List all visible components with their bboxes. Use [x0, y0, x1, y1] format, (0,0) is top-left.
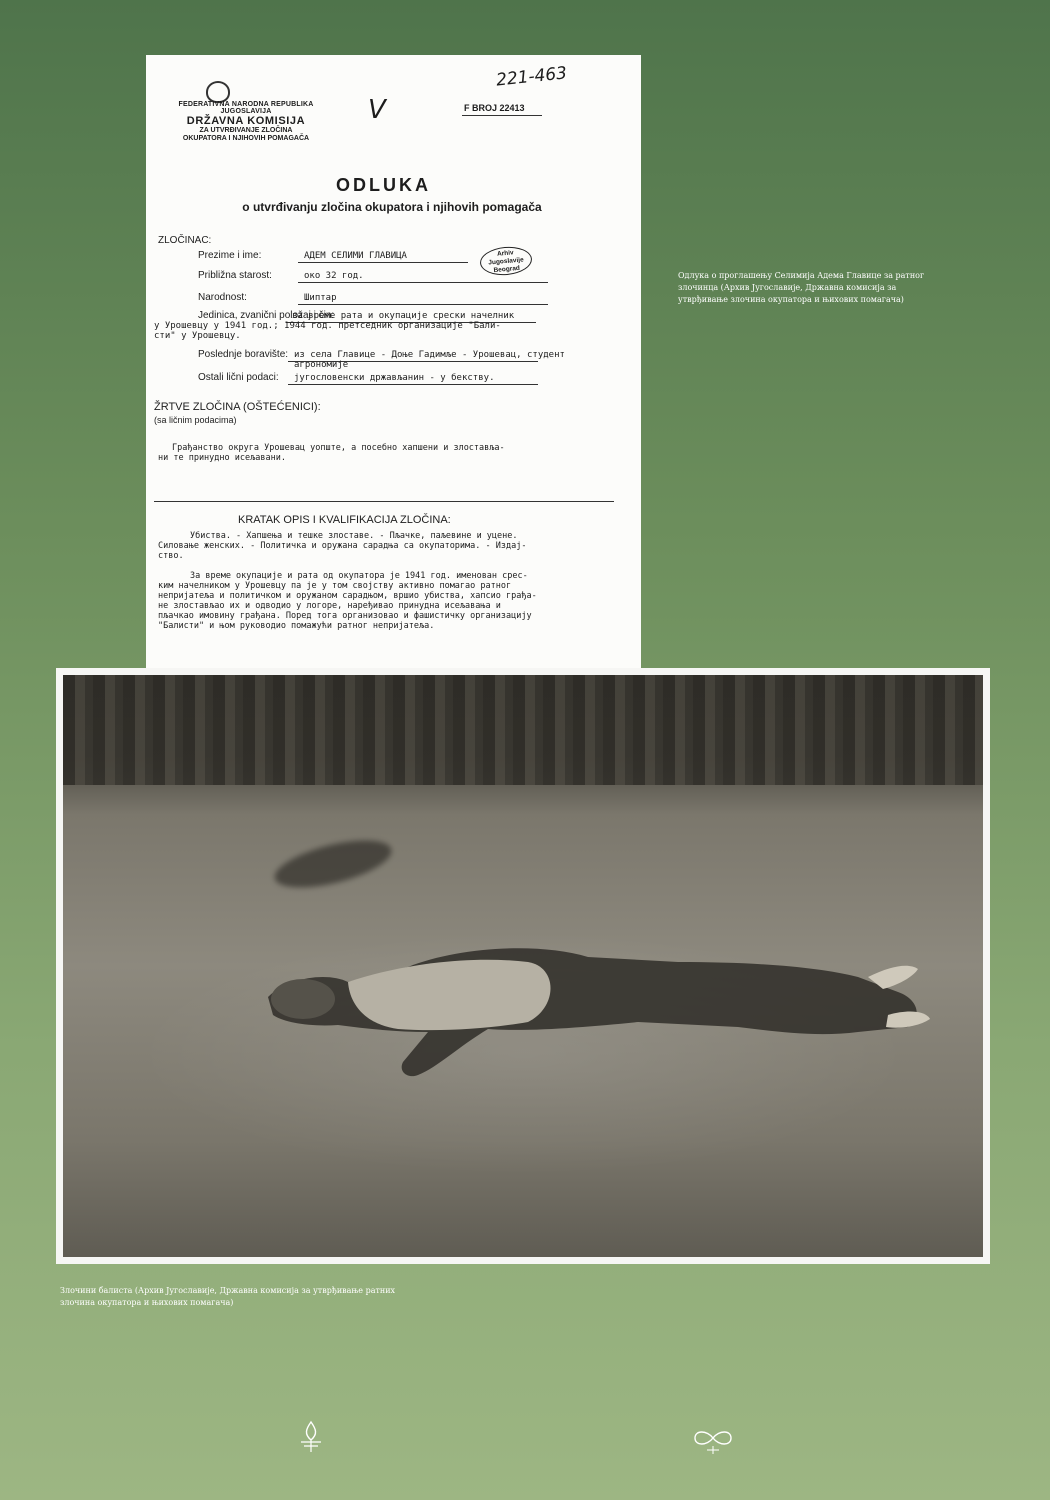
stamp-line-1: Arhiv	[496, 249, 514, 258]
field-label: Približna starost:	[198, 270, 272, 281]
document-caption: Одлука о проглашењу Селимија Адема Главице за ратног злочинца (Архив Југославије, Државна комисија за утврђивање злочина окупатора и њихових помагача)	[678, 271, 925, 304]
narrative-line-2: ким начелником у Урошевцу па је у том својству активно помагао ратног	[158, 581, 512, 591]
description-label: KRATAK OPIS I KVALIFIKACIJA ZLOČINA:	[238, 514, 451, 526]
field-label: Jedinica, zvanični položaj i čin:	[198, 310, 335, 321]
field-underline	[298, 304, 548, 305]
field-value: агрономије	[294, 360, 349, 370]
narrative-line-4: не злостављао их и одводио у логоре, наређивао принудна исељавања и	[158, 601, 501, 611]
knot-logo-icon	[691, 1426, 735, 1456]
section-rule	[154, 501, 614, 502]
photo-figure	[258, 937, 938, 1087]
description-line-1: Убиства. - Хапшења и тешке злоставе. - Пљачке, паљевине и уцене.	[190, 531, 518, 541]
narrative-line-3: непријатеља и политичком и оружаном сарадњом, вршио убиства, хапсио грађа-	[158, 591, 537, 601]
header-line-2: DRŽAVNA KOMISIJA	[186, 114, 306, 127]
narrative-line-1: За време окупације и рата од окупатора је 1941 год. именован срес-	[190, 571, 528, 581]
field-label: Ostali lični podaci:	[198, 372, 279, 383]
archival-photograph	[63, 675, 983, 1257]
header-line-4: OKUPATORA I NJIHOVIH POMAGAČA	[182, 134, 310, 142]
document-subtitle: o utvrđivanju zločina okupatora i njihovih pomagača	[242, 200, 542, 214]
victims-text-line-2: ни те принудно исељавани.	[158, 453, 286, 463]
header-line-3: ZA UTVRĐIVANJE ZLOČINA	[199, 127, 293, 135]
stamp-line-3: Beograd	[493, 264, 521, 275]
field-underline	[298, 262, 468, 263]
photo-shadow	[270, 831, 396, 897]
document-title: ODLUKA	[336, 175, 431, 195]
archival-document	[146, 55, 641, 675]
victims-sublabel: (sa ličnim podacima)	[154, 415, 237, 425]
field-value: око 32 год.	[304, 271, 364, 281]
field-value: АДЕМ СЕЛИМИ ГЛАВИЦА	[304, 251, 407, 261]
field-underline	[288, 384, 538, 385]
coat-of-arms-icon	[206, 81, 230, 103]
broj-value: 22413	[499, 103, 525, 113]
photo-background-fence	[63, 675, 983, 785]
photo-caption: Злочини балиста (Архив Југославије, Државна комисија за утврђивање ратних злочина окупатора и њихових помагача)	[60, 1286, 396, 1307]
zlocinac-label: ZLOČINAC:	[158, 235, 212, 246]
victims-text-line-1: Грађанство округа Урошевац уопште, а посебно хапшени и злоставља-	[172, 443, 505, 453]
header-line-1: FEDERATIVNA NARODNA REPUBLIKA JUGOSLAVIJA	[178, 101, 314, 116]
field-label: Poslednje boravište:	[198, 349, 289, 360]
field-label: Prezime i ime:	[198, 250, 262, 261]
field-value: у Урошевцу у 1941 год.; 1944 год. претседник организације "Бали-	[154, 321, 501, 331]
document-header	[166, 101, 326, 142]
description-line-2: Силовање женских. - Политичка и оружана сарадња са окупаторима. - Издај-	[158, 541, 527, 551]
field-value: за време рата и окупације срески начелник	[292, 311, 515, 321]
field-label: Narodnost:	[198, 292, 247, 303]
right-logo	[688, 1426, 738, 1460]
handwritten-number: 221-463	[495, 63, 568, 91]
left-logo	[296, 1420, 326, 1460]
description-line-3: ство.	[158, 551, 184, 561]
flame-logo-icon	[298, 1420, 324, 1456]
field-value: из села Главице - Доње Гадимље - Урошевац, студент	[294, 350, 565, 360]
field-value: југословенски држављанин - у бекству.	[294, 373, 495, 383]
field-value: сти" у Урошевцу.	[154, 331, 241, 341]
archive-stamp	[479, 245, 533, 277]
field-underline	[298, 282, 548, 283]
narrative-line-6: "Балисти" и њом руководио помажући ратног непријатеља.	[158, 621, 435, 631]
photo-frame	[56, 668, 990, 1264]
broj-label: F BROJ	[464, 103, 498, 113]
stamp-line-2: Jugoslavije	[488, 256, 524, 267]
check-mark: V	[368, 95, 386, 125]
document-number	[464, 103, 525, 113]
victims-label: ŽRTVE ZLOČINA (OŠTEĆENICI):	[154, 401, 321, 413]
rule	[462, 115, 542, 116]
field-value: Шиптар	[304, 293, 337, 303]
narrative-line-5: пљачкао имовину грађана. Поред тога организовао и фашистичку организацију	[158, 611, 532, 621]
